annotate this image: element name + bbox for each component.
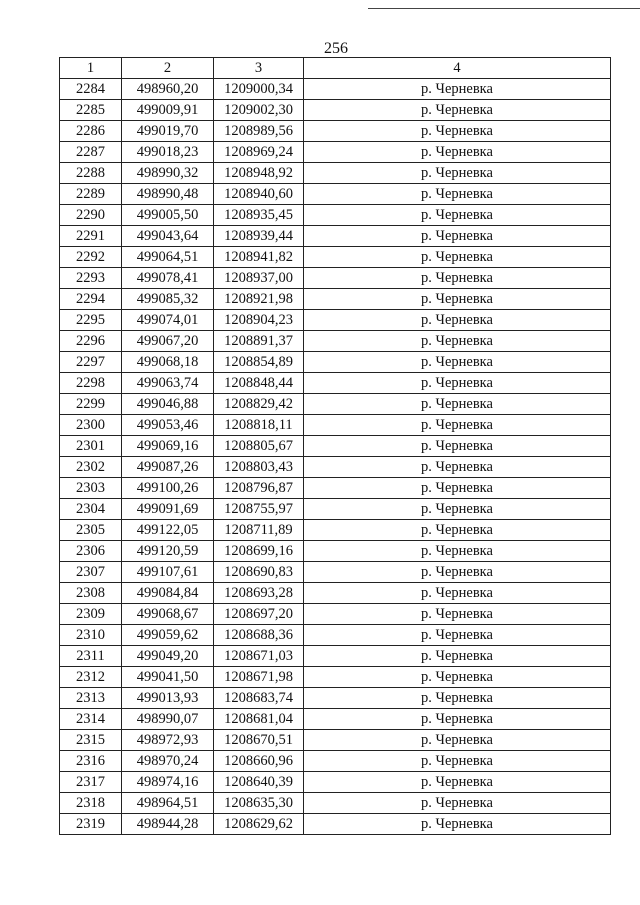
y-coordinate-cell: 1208805,67 [214, 436, 304, 457]
point-number-cell: 2315 [60, 730, 122, 751]
y-coordinate-cell: 1208660,96 [214, 751, 304, 772]
location-cell: р. Черневка [304, 730, 611, 751]
point-number-cell: 2284 [60, 79, 122, 100]
table-row [60, 268, 611, 289]
table-row [60, 121, 611, 142]
x-coordinate-cell: 499085,32 [122, 289, 214, 310]
x-coordinate-cell: 499091,69 [122, 499, 214, 520]
table-row [60, 289, 611, 310]
x-coordinate-cell: 499063,74 [122, 373, 214, 394]
table-header [60, 58, 611, 79]
point-number-cell: 2295 [60, 310, 122, 331]
location-cell: р. Черневка [304, 583, 611, 604]
point-number-cell: 2319 [60, 814, 122, 835]
location-cell: р. Черневка [304, 562, 611, 583]
table-row [60, 604, 611, 625]
point-number-cell: 2316 [60, 751, 122, 772]
point-number-cell: 2298 [60, 373, 122, 394]
x-coordinate-cell: 499100,26 [122, 478, 214, 499]
x-coordinate-cell: 499064,51 [122, 247, 214, 268]
table-row [60, 205, 611, 226]
location-cell: р. Черневка [304, 205, 611, 226]
x-coordinate-cell: 499013,93 [122, 688, 214, 709]
y-coordinate-cell: 1208818,11 [214, 415, 304, 436]
point-number-cell: 2303 [60, 478, 122, 499]
point-number-cell: 2311 [60, 646, 122, 667]
x-coordinate-cell: 499009,91 [122, 100, 214, 121]
point-number-cell: 2304 [60, 499, 122, 520]
location-cell: р. Черневка [304, 373, 611, 394]
table-row [60, 331, 611, 352]
point-number-cell: 2302 [60, 457, 122, 478]
x-coordinate-cell: 499049,20 [122, 646, 214, 667]
point-number-cell: 2285 [60, 100, 122, 121]
location-cell: р. Черневка [304, 247, 611, 268]
y-coordinate-cell: 1208711,89 [214, 520, 304, 541]
location-cell: р. Черневка [304, 436, 611, 457]
location-cell: р. Черневка [304, 415, 611, 436]
y-coordinate-cell: 1208671,98 [214, 667, 304, 688]
y-coordinate-cell: 1208803,43 [214, 457, 304, 478]
x-coordinate-cell: 499046,88 [122, 394, 214, 415]
table-row [60, 562, 611, 583]
point-number-cell: 2289 [60, 184, 122, 205]
location-cell: р. Черневка [304, 142, 611, 163]
point-number-cell: 2288 [60, 163, 122, 184]
x-coordinate-cell: 499068,18 [122, 352, 214, 373]
table-row [60, 247, 611, 268]
header-col-4: 4 [304, 58, 611, 79]
x-coordinate-cell: 498974,16 [122, 772, 214, 793]
point-number-cell: 2300 [60, 415, 122, 436]
x-coordinate-cell: 498944,28 [122, 814, 214, 835]
point-number-cell: 2291 [60, 226, 122, 247]
top-rule [368, 8, 640, 9]
y-coordinate-cell: 1208755,97 [214, 499, 304, 520]
location-cell: р. Черневка [304, 310, 611, 331]
y-coordinate-cell: 1209000,34 [214, 79, 304, 100]
table-row [60, 79, 611, 100]
table-body [60, 79, 611, 835]
location-cell: р. Черневка [304, 331, 611, 352]
location-cell: р. Черневка [304, 268, 611, 289]
location-cell: р. Черневка [304, 79, 611, 100]
y-coordinate-cell: 1208940,60 [214, 184, 304, 205]
location-cell: р. Черневка [304, 604, 611, 625]
point-number-cell: 2308 [60, 583, 122, 604]
x-coordinate-cell: 499107,61 [122, 562, 214, 583]
y-coordinate-cell: 1208690,83 [214, 562, 304, 583]
table-row [60, 520, 611, 541]
y-coordinate-cell: 1208697,20 [214, 604, 304, 625]
y-coordinate-cell: 1208948,92 [214, 163, 304, 184]
location-cell: р. Черневка [304, 814, 611, 835]
point-number-cell: 2314 [60, 709, 122, 730]
location-cell: р. Черневка [304, 499, 611, 520]
y-coordinate-cell: 1208681,04 [214, 709, 304, 730]
location-cell: р. Черневка [304, 688, 611, 709]
table-row [60, 310, 611, 331]
x-coordinate-cell: 499019,70 [122, 121, 214, 142]
y-coordinate-cell: 1208969,24 [214, 142, 304, 163]
point-number-cell: 2287 [60, 142, 122, 163]
header-col-2: 2 [122, 58, 214, 79]
point-number-cell: 2293 [60, 268, 122, 289]
y-coordinate-cell: 1208829,42 [214, 394, 304, 415]
x-coordinate-cell: 499068,67 [122, 604, 214, 625]
location-cell: р. Черневка [304, 289, 611, 310]
table-row [60, 142, 611, 163]
x-coordinate-cell: 498970,24 [122, 751, 214, 772]
location-cell: р. Черневка [304, 478, 611, 499]
table-row [60, 373, 611, 394]
point-number-cell: 2286 [60, 121, 122, 142]
table-row [60, 814, 611, 835]
table-row [60, 478, 611, 499]
table-row [60, 184, 611, 205]
table-row [60, 100, 611, 121]
location-cell: р. Черневка [304, 184, 611, 205]
y-coordinate-cell: 1208683,74 [214, 688, 304, 709]
x-coordinate-cell: 499120,59 [122, 541, 214, 562]
table-row [60, 646, 611, 667]
y-coordinate-cell: 1208670,51 [214, 730, 304, 751]
x-coordinate-cell: 498960,20 [122, 79, 214, 100]
x-coordinate-cell: 498990,32 [122, 163, 214, 184]
x-coordinate-cell: 499059,62 [122, 625, 214, 646]
x-coordinate-cell: 499122,05 [122, 520, 214, 541]
location-cell: р. Черневка [304, 667, 611, 688]
location-cell: р. Черневка [304, 541, 611, 562]
y-coordinate-cell: 1208939,44 [214, 226, 304, 247]
table-row [60, 709, 611, 730]
y-coordinate-cell: 1208937,00 [214, 268, 304, 289]
x-coordinate-cell: 499084,84 [122, 583, 214, 604]
x-coordinate-cell: 498990,07 [122, 709, 214, 730]
table-row [60, 163, 611, 184]
y-coordinate-cell: 1208671,03 [214, 646, 304, 667]
header-col-3: 3 [214, 58, 304, 79]
y-coordinate-cell: 1208989,56 [214, 121, 304, 142]
point-number-cell: 2313 [60, 688, 122, 709]
point-number-cell: 2301 [60, 436, 122, 457]
y-coordinate-cell: 1208854,89 [214, 352, 304, 373]
y-coordinate-cell: 1208640,39 [214, 772, 304, 793]
table-row [60, 226, 611, 247]
table-row [60, 394, 611, 415]
location-cell: р. Черневка [304, 457, 611, 478]
y-coordinate-cell: 1208693,28 [214, 583, 304, 604]
location-cell: р. Черневка [304, 751, 611, 772]
location-cell: р. Черневка [304, 520, 611, 541]
y-coordinate-cell: 1209002,30 [214, 100, 304, 121]
point-number-cell: 2297 [60, 352, 122, 373]
y-coordinate-cell: 1208629,62 [214, 814, 304, 835]
header-row [60, 58, 611, 79]
x-coordinate-cell: 499041,50 [122, 667, 214, 688]
y-coordinate-cell: 1208921,98 [214, 289, 304, 310]
location-cell: р. Черневка [304, 646, 611, 667]
table-row [60, 625, 611, 646]
point-number-cell: 2307 [60, 562, 122, 583]
table-row [60, 667, 611, 688]
location-cell: р. Черневка [304, 625, 611, 646]
y-coordinate-cell: 1208699,16 [214, 541, 304, 562]
x-coordinate-cell: 499069,16 [122, 436, 214, 457]
point-number-cell: 2306 [60, 541, 122, 562]
y-coordinate-cell: 1208848,44 [214, 373, 304, 394]
point-number-cell: 2309 [60, 604, 122, 625]
header-col-1: 1 [60, 58, 122, 79]
location-cell: р. Черневка [304, 226, 611, 247]
point-number-cell: 2292 [60, 247, 122, 268]
y-coordinate-cell: 1208891,37 [214, 331, 304, 352]
location-cell: р. Черневка [304, 394, 611, 415]
x-coordinate-cell: 499078,41 [122, 268, 214, 289]
y-coordinate-cell: 1208796,87 [214, 478, 304, 499]
table-row [60, 772, 611, 793]
coordinates-table [59, 57, 611, 835]
table-row [60, 583, 611, 604]
table-row [60, 415, 611, 436]
x-coordinate-cell: 499087,26 [122, 457, 214, 478]
table-row [60, 352, 611, 373]
table-row [60, 751, 611, 772]
table-row [60, 730, 611, 751]
y-coordinate-cell: 1208941,82 [214, 247, 304, 268]
x-coordinate-cell: 499018,23 [122, 142, 214, 163]
x-coordinate-cell: 499074,01 [122, 310, 214, 331]
point-number-cell: 2296 [60, 331, 122, 352]
page-number: 256 [324, 40, 348, 57]
location-cell: р. Черневка [304, 793, 611, 814]
point-number-cell: 2312 [60, 667, 122, 688]
location-cell: р. Черневка [304, 121, 611, 142]
x-coordinate-cell: 499005,50 [122, 205, 214, 226]
x-coordinate-cell: 498964,51 [122, 793, 214, 814]
point-number-cell: 2299 [60, 394, 122, 415]
point-number-cell: 2317 [60, 772, 122, 793]
y-coordinate-cell: 1208904,23 [214, 310, 304, 331]
table-row [60, 688, 611, 709]
location-cell: р. Черневка [304, 709, 611, 730]
x-coordinate-cell: 498972,93 [122, 730, 214, 751]
point-number-cell: 2310 [60, 625, 122, 646]
table-row [60, 499, 611, 520]
point-number-cell: 2318 [60, 793, 122, 814]
point-number-cell: 2290 [60, 205, 122, 226]
table-row [60, 457, 611, 478]
point-number-cell: 2305 [60, 520, 122, 541]
x-coordinate-cell: 499043,64 [122, 226, 214, 247]
location-cell: р. Черневка [304, 163, 611, 184]
table-row [60, 793, 611, 814]
location-cell: р. Черневка [304, 772, 611, 793]
table-row [60, 541, 611, 562]
location-cell: р. Черневка [304, 352, 611, 373]
x-coordinate-cell: 498990,48 [122, 184, 214, 205]
x-coordinate-cell: 499067,20 [122, 331, 214, 352]
location-cell: р. Черневка [304, 100, 611, 121]
y-coordinate-cell: 1208688,36 [214, 625, 304, 646]
x-coordinate-cell: 499053,46 [122, 415, 214, 436]
y-coordinate-cell: 1208935,45 [214, 205, 304, 226]
point-number-cell: 2294 [60, 289, 122, 310]
y-coordinate-cell: 1208635,30 [214, 793, 304, 814]
table-row [60, 436, 611, 457]
